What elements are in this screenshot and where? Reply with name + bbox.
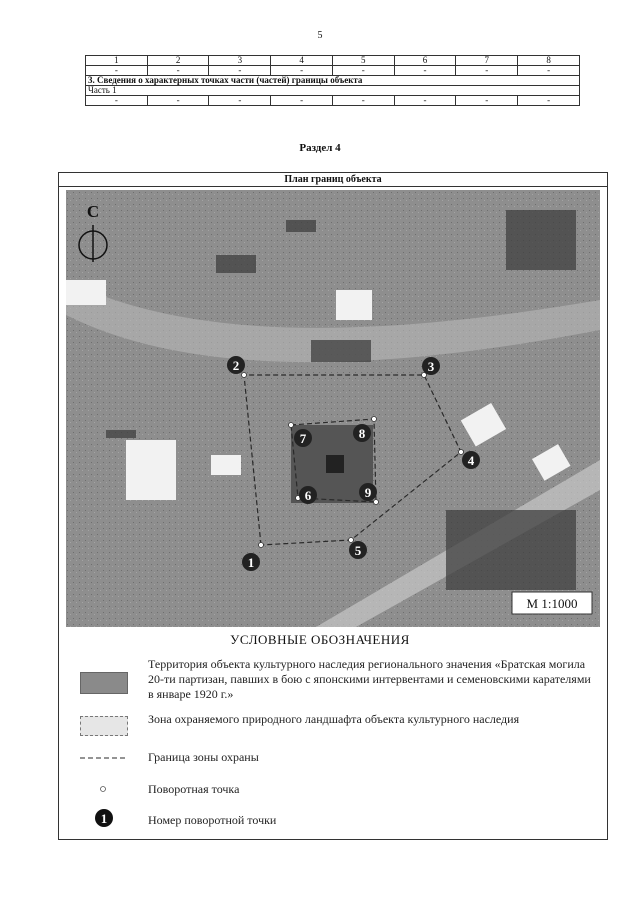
point-marker-3: [422, 357, 440, 375]
point-marker-1: [242, 553, 260, 571]
table-cell: -: [86, 66, 148, 76]
point-marker-9: [359, 483, 377, 501]
svg-text:5: 5: [354, 543, 362, 558]
boundary-map: [66, 190, 600, 627]
table-cell: -: [518, 66, 580, 76]
point-marker-2: [227, 356, 245, 374]
legend-turning-point-icon: [99, 785, 107, 793]
table-cell: -: [394, 66, 456, 76]
point-marker-6: [299, 486, 317, 504]
page-number: 5: [317, 30, 323, 41]
table-cell: -: [456, 96, 518, 106]
svg-text:4: 4: [467, 453, 475, 468]
legend-title: УСЛОВНЫЕ ОБОЗНАЧЕНИЯ: [230, 632, 410, 647]
legend-text: Граница зоны охраны: [148, 750, 259, 764]
table-cell: -: [86, 96, 148, 106]
legend-text: Поворотная точка: [148, 782, 240, 796]
legend-swatch-landscape-zone: [80, 716, 128, 736]
monument: [326, 455, 344, 473]
table-cell: -: [147, 96, 209, 106]
svg-text:3: 3: [427, 359, 435, 374]
table-cell: 7: [456, 56, 518, 66]
plan-title: План границ объекта: [58, 173, 608, 187]
legend-point-number-icon: [94, 808, 114, 828]
table-cell: -: [147, 66, 209, 76]
legend-text: Зона охраняемого природного ландшафта объекта культурного наследия: [148, 712, 520, 726]
table-cell: 2: [147, 56, 209, 66]
table-cell: -: [332, 96, 394, 106]
svg-text:9: 9: [364, 485, 372, 500]
legend-boundary-line-icon: [80, 754, 126, 762]
point-marker-4: [462, 451, 480, 469]
svg-text:7: 7: [299, 431, 307, 446]
table-section-title: 3. Сведения о характерных точках части (частей) границы объекта: [86, 76, 580, 86]
table-cell: -: [518, 96, 580, 106]
table-cell: -: [209, 66, 271, 76]
table-cell: -: [271, 96, 333, 106]
table-cell: -: [209, 96, 271, 106]
svg-text:1: 1: [247, 555, 255, 570]
table-row: [86, 66, 580, 76]
scale-label: [512, 592, 592, 614]
section-heading: Раздел 4: [299, 142, 341, 154]
svg-text:6: 6: [304, 488, 312, 503]
table-cell: 8: [518, 56, 580, 66]
table-cell: 3: [209, 56, 271, 66]
point-marker-5: [349, 541, 367, 559]
svg-text:М 1:1000: М 1:1000: [526, 596, 578, 611]
table-cell: -: [456, 66, 518, 76]
table-cell: 6: [394, 56, 456, 66]
svg-text:8: 8: [358, 426, 366, 441]
table-cell: 1: [86, 56, 148, 66]
points-table: [85, 55, 580, 106]
svg-text:2: 2: [232, 358, 240, 373]
svg-text:С: С: [86, 202, 100, 221]
table-cell: -: [394, 96, 456, 106]
table-header-row: [86, 56, 580, 66]
table-cell: 4: [271, 56, 333, 66]
legend-swatch-territory: [80, 672, 128, 694]
table-cell: -: [271, 66, 333, 76]
table-cell: -: [332, 66, 394, 76]
table-row: [86, 96, 580, 106]
svg-text:1: 1: [100, 811, 108, 826]
table-cell: 5: [332, 56, 394, 66]
point-marker-8: [353, 424, 371, 442]
table-part-label: Часть 1: [86, 86, 580, 96]
point-marker-7: [294, 429, 312, 447]
legend-text: Номер поворотной точки: [148, 813, 277, 827]
legend-text: Территория объекта культурного наследия регионального значения «Братская могила 20-ти партизан, павших в бою с японскими интервентами и семеновскими карателями в январе 1920 г.»: [148, 657, 591, 701]
